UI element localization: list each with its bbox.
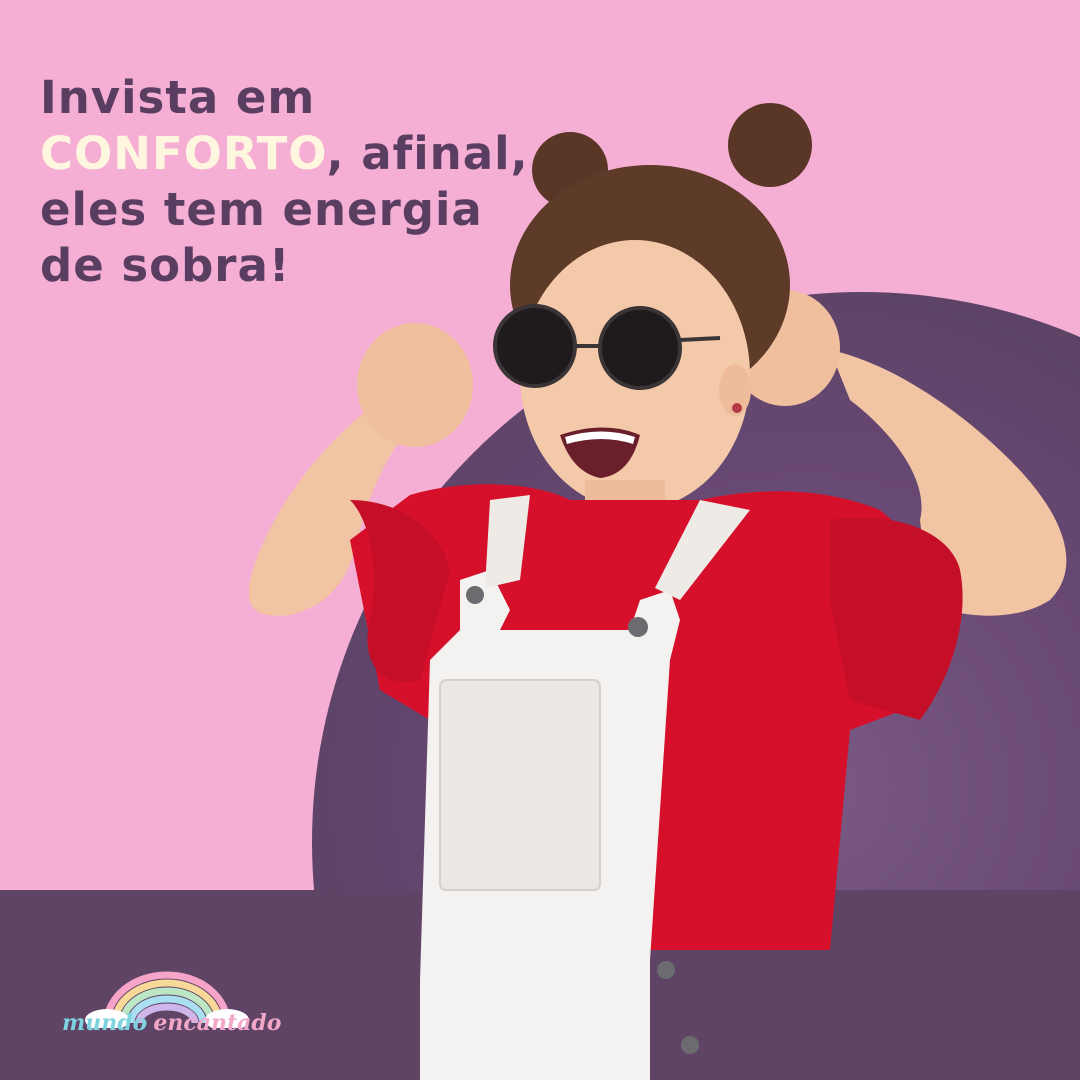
headline-line4: de sobra!	[40, 239, 291, 292]
logo-text	[62, 1010, 282, 1036]
headline-line2-rest: , afinal,	[326, 127, 529, 180]
logo-word-1: mundo	[62, 1010, 148, 1036]
headline-highlight: CONFORTO	[40, 127, 327, 180]
headline-line3: eles tem energia	[40, 183, 483, 236]
brand-logo	[62, 968, 282, 1048]
headline-line1: Invista em	[40, 71, 316, 124]
child-photo	[230, 100, 1080, 1080]
logo-word-2: encantado	[153, 1010, 282, 1036]
